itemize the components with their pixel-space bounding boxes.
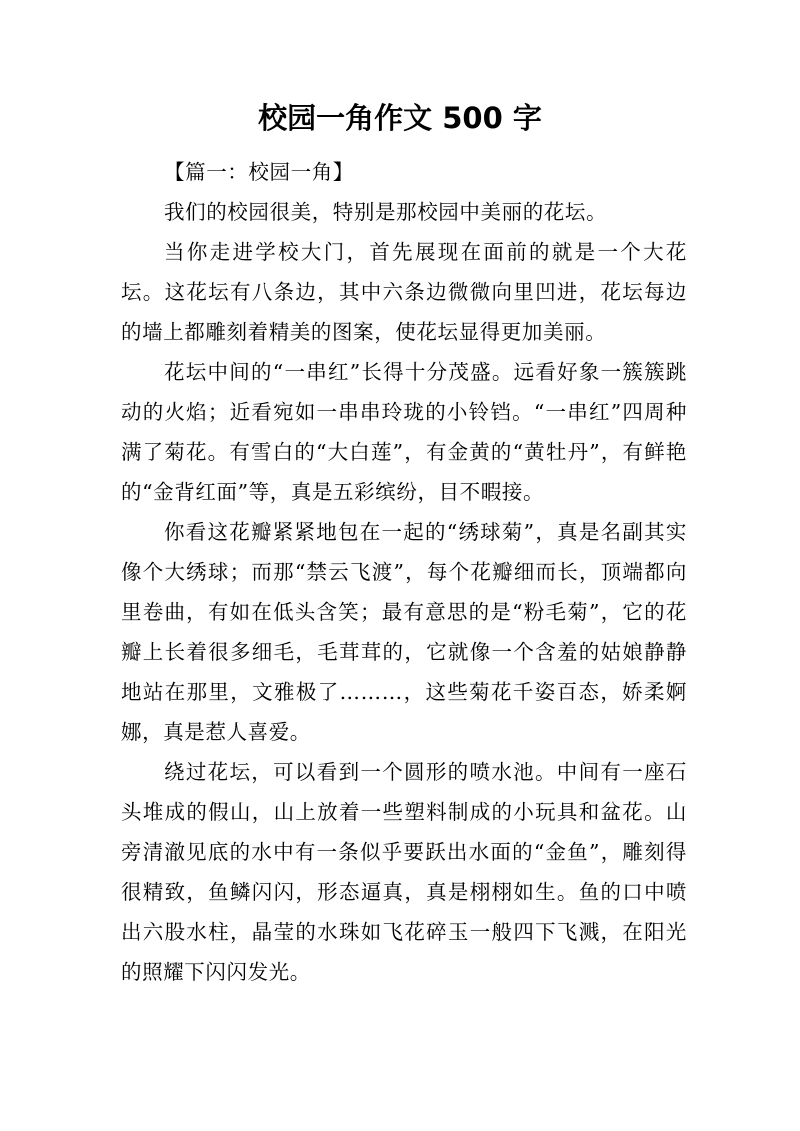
paragraph-5: 绕过花坛，可以看到一个圆形的喷水池。中间有一座石头堆成的假山，山上放着一些塑料制成的小玩具和盆花。山旁清澈见底的水中有一条似乎要跃出水面的“金鱼”，雕刻得很精致，鱼鳞闪闪，形态逼真，真是栩栩如生。鱼的口中喷出六股水柱，晶莹的水珠如飞花碎玉一般四下飞溅，在阳光的照耀下闪闪发光。: [121, 760, 687, 984]
paragraph-2: 当你走进学校大门，首先展现在面前的就是一个大花坛。这花坛有八条边，其中六条边微微向里凹进，花坛每边的墙上都雕刻着精美的图案，使花坛显得更加美丽。: [121, 240, 687, 344]
section-heading: 【篇一：校园一角】: [164, 160, 354, 184]
paragraph-3: 花坛中间的“一串红”长得十分茂盛。远看好象一簇簇跳动的火焰；近看宛如一串串玲珑的小铃铛。“一串红”四周种满了菊花。有雪白的“大白莲”，有金黄的“黄牡丹”，有鲜艳的“金背红面”等，真是五彩缤纷，目不暇接。: [121, 360, 687, 504]
document-body: [121, 152, 687, 992]
paragraph-4: 你看这花瓣紧紧地包在一起的“绣球菊”，真是名副其实像个大绣球；而那“禁云飞渡”，每个花瓣细而长，顶端都向里卷曲，有如在低头含笑；最有意思的是“粉毛菊”，它的花瓣上长着很多细毛，毛茸茸的，它就像一个含羞的姑娘静静地站在那里，文雅极了………，这些菊花千姿百态，娇柔婀娜，真是惹人喜爱。: [121, 520, 687, 744]
paragraph-1: 我们的校园很美，特别是那校园中美丽的花坛。: [164, 200, 608, 224]
document-title: 校园一角作文 500 字: [258, 101, 542, 135]
